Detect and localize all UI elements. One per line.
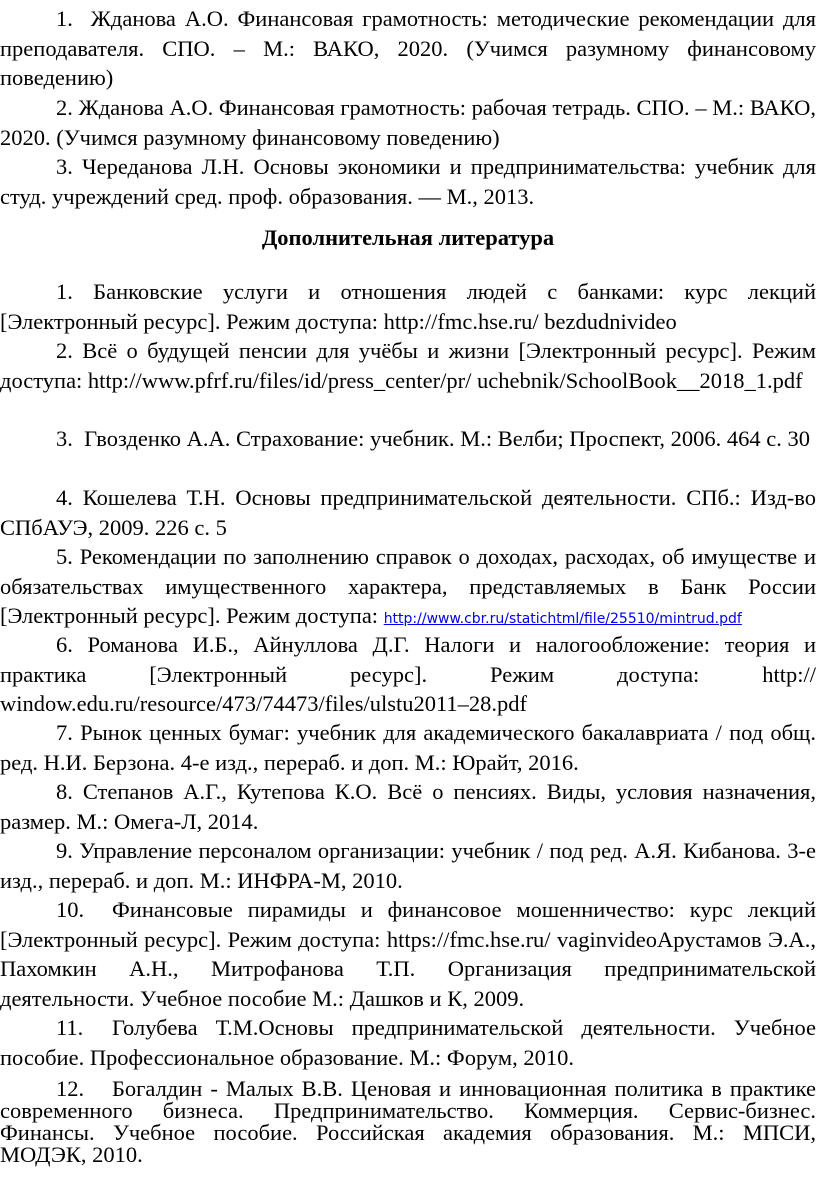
item-number: 6. [56,632,73,657]
list-item [0,152,816,211]
list-item [0,718,816,777]
list-item [0,630,816,719]
item-text: Череданова Л.Н. Основы экономики и предпринимательства: учебник для студ. учреждений сред. проф. образования. — М., 2013. [0,154,816,209]
item-text: Степанов А.Г., Кутепова К.О. Всё о пенсиях. Виды, условия назначения, размер. М.: Омега-Л, 2014. [0,779,816,834]
item-number: 4. [56,485,73,510]
item-number: 2. [56,95,73,120]
list-item [0,895,816,1013]
list-item [0,542,816,635]
list-item [0,277,816,336]
item-text: Голубева Т.М.Основы предпринимательской деятельности. Учебное пособие. Профессиональное образование. М.: Форум, 2010. [0,1015,816,1070]
item-number: 8. [56,779,73,804]
item-text: Финансовые пирамиды и финансовое мошенничество: курс лекций [Электронный ресурс]. Режим доступа: https://fmc.hse.ru/ vaginvideoАрустамов Э.А., Пахомкин А.Н., Митрофанова Т.П. Организация предпринимательской деятельности. Учебное пособие М.: Дашков и К, 2009. [0,897,816,1011]
item-text: Рынок ценных бумаг: учебник для академического бакалавриата / под общ. ред. Н.И. Берзона. 4-е изд., перераб. и доп. М.: Юрайт, 2016. [0,720,816,775]
item-text: Кошелева Т.Н. Основы предпринимательской деятельности. СПб.: Изд-во СПбАУЭ, 2009. 226 с. 5 [0,485,816,540]
list-item [0,836,816,895]
list-item [0,483,816,542]
item-number: 5. [56,544,73,569]
list-item [0,424,816,454]
item-number: 1. [56,279,73,304]
list-item [0,336,816,395]
item-text: Рекомендации по заполнению справок о доходах, расходах, об имуществе и обязательствах имущественного характера, представляемых в Банк России [Электронный ресурс]. Режим доступа: [0,544,816,629]
item-number: 7. [56,720,73,745]
item-text: Жданова А.О. Финансовая грамотность: методические рекомендации для преподавателя. СПО. – М.: ВАКО, 2020. (Учимся разумному финансовому поведению) [0,6,816,91]
item-text: Управление персоналом организации: учебник / под ред. А.Я. Кибанова. 3-е изд., перераб. и доп. М.: ИНФРА-М, 2010. [0,838,816,893]
item-text: Банковские услуги и отношения людей с банками: курс лекций [Электронный ресурс]. Режим доступа: http://fmc.hse.ru/ bezdudnivideo [0,279,816,334]
item-text: Жданова А.О. Финансовая грамотность: рабочая тетрадь. СПО. – М.: ВАКО, 2020. (Учимся разумному финансовому поведению) [0,95,816,150]
item-number: 9. [56,838,73,863]
item-text: Гвозденко А.А. Страхование: учебник. М.: Велби; Проспект, 2006. 464 с. 30 [84,426,811,451]
item-number: 12. [56,1076,85,1101]
cbr-link[interactable]: http://www.cbr.ru/statichtml/file/25510/mintrud.pdf [383,611,742,628]
item-text: Всё о будущей пенсии для учёбы и жизни [Электронный ресурс]. Режим доступа: http://www.pfrf.ru/files/id/press_center/pr/ uchebnik/SchoolBook__2018_1.pdf [0,338,816,393]
list-item [0,93,816,152]
list-item [0,4,816,93]
item-number: 2. [56,338,73,363]
list-item [0,777,816,836]
item-number: 3. [56,426,73,451]
item-number: 11. [56,1015,84,1040]
item-number: 3. [56,154,73,179]
item-number: 10. [56,897,85,922]
list-item [0,1013,816,1072]
item-number: 1. [56,6,73,31]
item-text: Богалдин - Малых В.В. Ценовая и инновационная политика в практике современного бизнеса. Предпринимательство. Коммерция. Сервис-бизнес. Финансы. Учебное пособие. Российская академия образования. М.: МПСИ, МОДЭК, 2010. [0,1076,816,1167]
list-item [0,1078,816,1166]
section-heading: Дополнительная литература [261,225,555,250]
item-text: Романова И.Б., Айнуллова Д.Г. Налоги и налогообложение: теория и практика [Электронный ресурс]. Режим доступа: http:// window.edu.ru/resource/473/74473/files/ulstu2011–28.pdf [0,632,816,717]
